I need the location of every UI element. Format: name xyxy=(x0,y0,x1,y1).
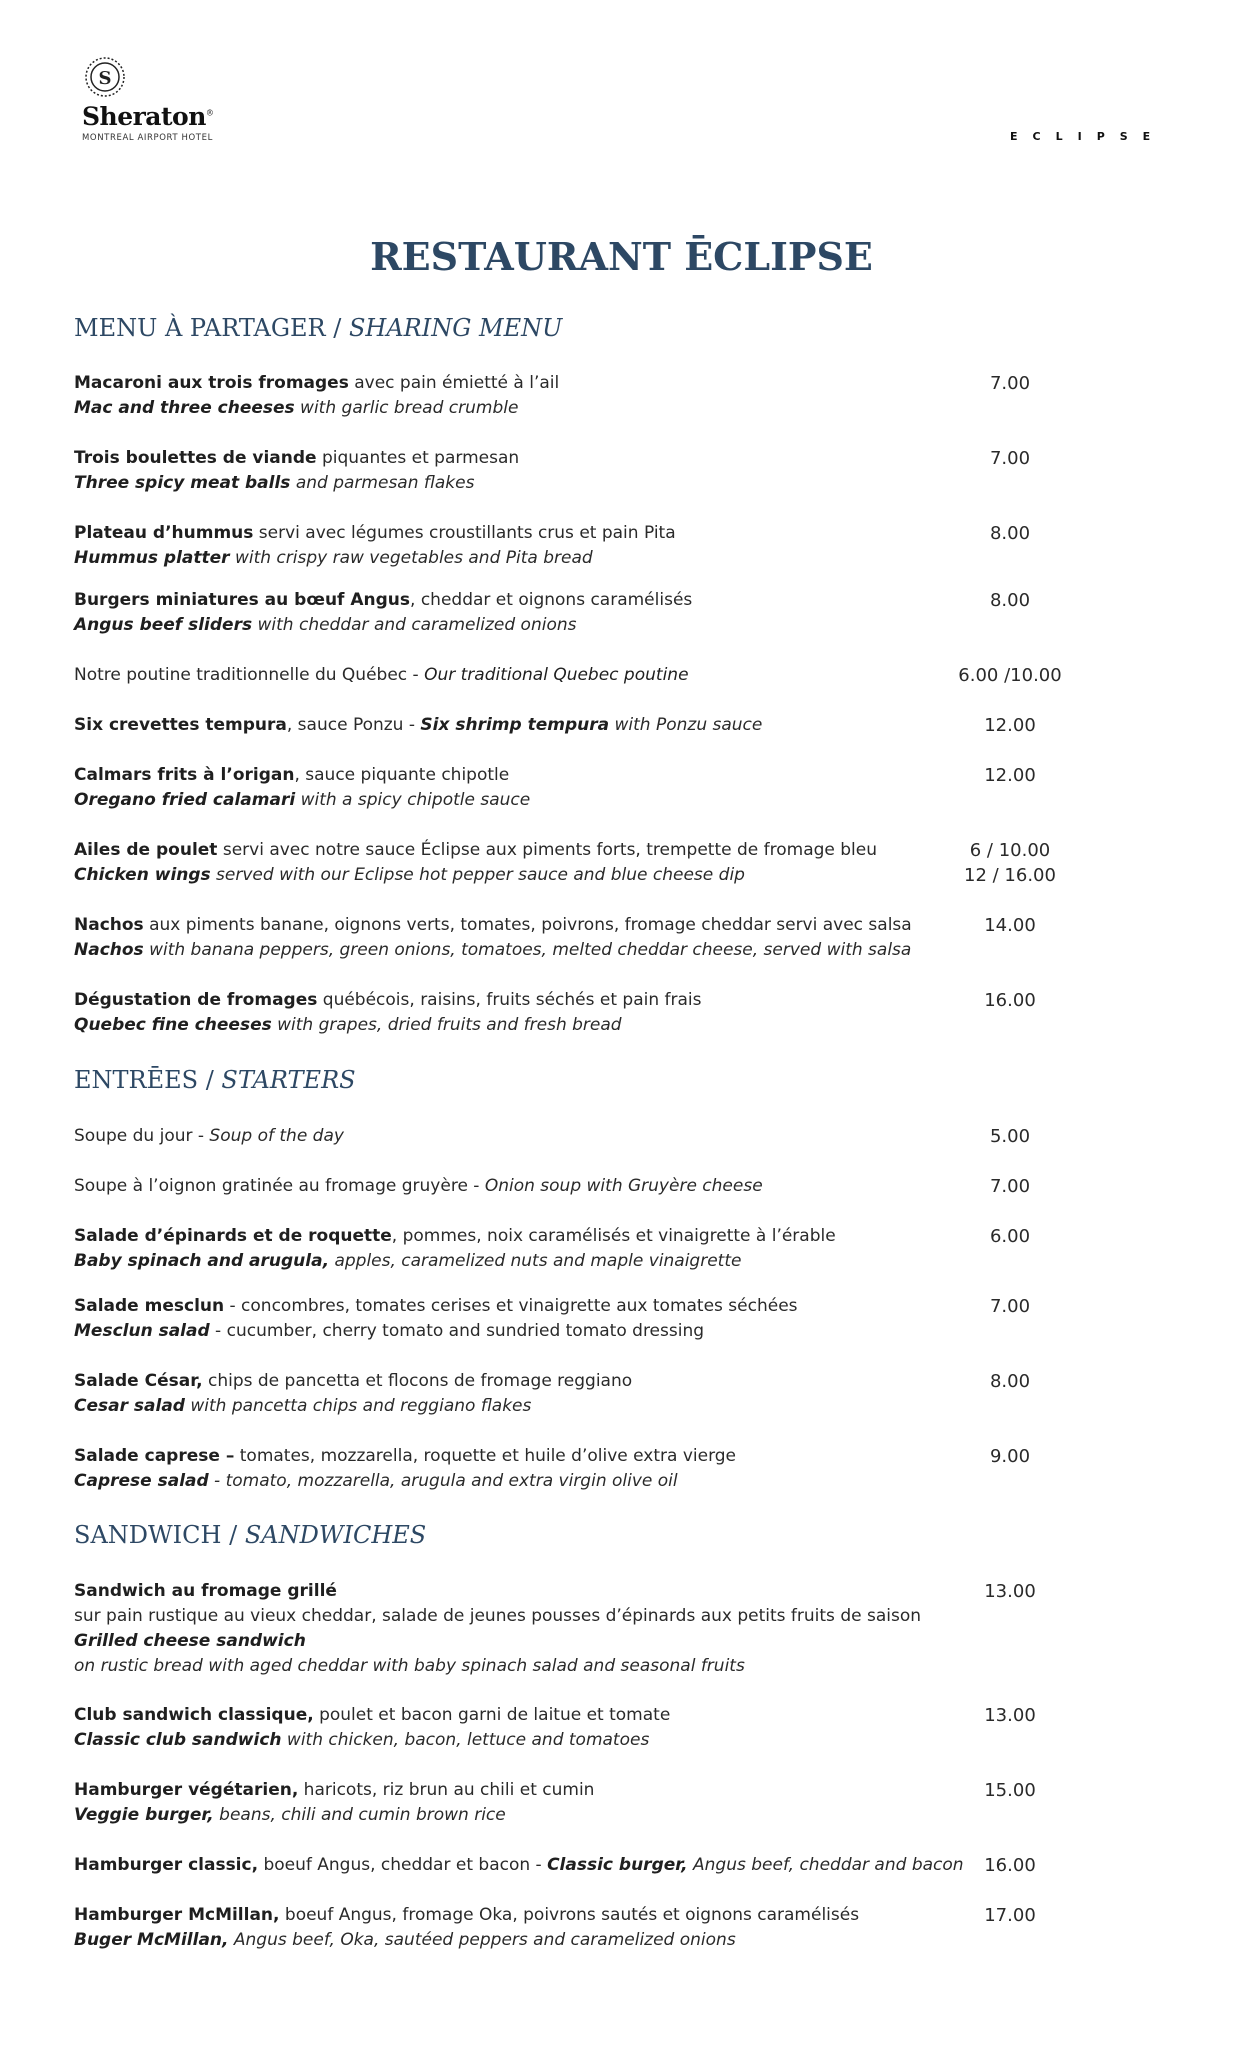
item-price: 13.00 xyxy=(984,1581,1036,1602)
menu-item: Hamburger classic, boeuf Angus, cheddar et bacon - Classic burger, Angus beef, cheddar and bacon xyxy=(74,1855,964,1875)
svg-text:S: S xyxy=(98,68,112,89)
menu-item: Nachos aux piments banane, oignons verts, tomates, poivrons, fromage cheddar servi avec salsa Nachos with banana peppers, green onions, tomatoes, melted cheddar cheese, served with salsa xyxy=(74,915,912,960)
section-heading-starters: ENTRĒES / STARTERS xyxy=(74,1066,356,1094)
item-price: 8.00 xyxy=(989,1371,1031,1392)
item-price: 7.00 xyxy=(989,1176,1031,1197)
item-price: 9.00 xyxy=(989,1446,1031,1467)
menu-item: Club sandwich classique, poulet et bacon garni de laitue et tomate Classic club sandwich with chicken, bacon, lettuce and tomatoes xyxy=(74,1705,671,1750)
item-price: 15.00 xyxy=(984,1780,1036,1801)
item-price: 13.00 xyxy=(984,1705,1036,1726)
item-price xyxy=(905,838,1115,888)
menu-item: Salade caprese – tomates, mozzarella, roquette et huile d’olive extra vierge Caprese salad - tomato, mozzarella, arugula and extra virgin olive oil xyxy=(74,1446,737,1491)
menu-item: Ailes de poulet servi avec notre sauce Éclipse aux piments forts, trempette de fromage bleu Chicken wings served with our Eclipse hot pepper sauce and blue cheese dip xyxy=(74,840,878,885)
section-heading-sharing: MENU À PARTAGER / SHARING MENU xyxy=(74,314,563,342)
item-price: 12.00 xyxy=(984,715,1036,736)
menu-item: Hamburger végétarien, haricots, riz brun au chili et cumin Veggie burger, beans, chili and cumin brown rice xyxy=(74,1780,595,1825)
section-heading-sandwiches: SANDWICH / SANDWICHES xyxy=(74,1521,427,1549)
item-price: 7.00 xyxy=(989,448,1031,469)
menu-item: Salade César, chips de pancetta et flocons de fromage reggiano Cesar salad with pancetta chips and reggiano flakes xyxy=(74,1371,633,1416)
item-price: 7.00 xyxy=(989,373,1031,394)
item-price-small: 6 / 10.00 xyxy=(969,840,1051,861)
menu-item: Notre poutine traditionnelle du Québec - Our traditional Quebec poutine xyxy=(74,665,689,685)
item-price: 8.00 xyxy=(989,590,1031,611)
menu-item: Soupe du jour - Soup of the day xyxy=(74,1126,344,1146)
menu-item: Dégustation de fromages québécois, raisins, fruits séchés et pain frais Quebec fine cheeses with grapes, dried fruits and fresh bread xyxy=(74,990,702,1035)
menu-item: Plateau d’hummus servi avec légumes croustillants crus et pain Pita Hummus platter with crispy raw vegetables and Pita bread xyxy=(74,523,676,568)
menu-item: Salade d’épinards et de roquette, pommes, noix caramélisés et vinaigrette à l’érable Baby spinach and arugula, apples, caramelized nuts and maple vinaigrette xyxy=(74,1226,836,1271)
eclipse-logo xyxy=(1010,80,1185,150)
item-price: 7.00 xyxy=(989,1296,1031,1317)
menu-item: Macaroni aux trois fromages avec pain émietté à l’ail Mac and three cheeses with garlic bread crumble xyxy=(74,373,560,418)
menu-item: Burgers miniatures au bœuf Angus, cheddar et oignons caramélisés Angus beef sliders with cheddar and caramelized onions xyxy=(74,590,693,635)
page-title: RESTAURANT ĒCLIPSE xyxy=(370,234,873,279)
sheraton-logo xyxy=(82,56,232,143)
menu-item: Sandwich au fromage grillé sur pain rustique au vieux cheddar, salade de jeunes pousses d’épinards aux petits fruits de saison Grilled cheese sandwich on rustic bread with aged cheddar with baby spinach salad and seasonal fruits xyxy=(74,1581,922,1676)
item-price: 14.00 xyxy=(984,915,1036,936)
menu-item: Six crevettes tempura, sauce Ponzu - Six shrimp tempura with Ponzu sauce xyxy=(74,715,763,735)
item-price: 6.00 /10.00 xyxy=(958,665,1062,686)
item-price: 6.00 xyxy=(989,1226,1031,1247)
eclipse-crescent-icon xyxy=(1070,80,1118,128)
brand-subtitle: MONTREAL AIRPORT HOTEL xyxy=(82,133,213,143)
item-price: 17.00 xyxy=(984,1905,1036,1926)
item-price: 12.00 xyxy=(984,765,1036,786)
brand-name: Sheraton® xyxy=(82,102,214,131)
menu-item: Calmars frits à l’origan, sauce piquante chipotle Oregano fried calamari with a spicy chipotle sauce xyxy=(74,765,531,810)
menu-item: Hamburger McMillan, boeuf Angus, fromage Oka, poivrons sautés et oignons caramélisés Buger McMillan, Angus beef, Oka, sautéed peppers and caramelized onions xyxy=(74,1905,860,1950)
menu-item: Soupe à l’oignon gratinée au fromage gruyère - Onion soup with Gruyère cheese xyxy=(74,1176,763,1196)
menu-item: Trois boulettes de viande piquantes et parmesan Three spicy meat balls and parmesan flakes xyxy=(74,448,520,493)
item-price: 8.00 xyxy=(989,523,1031,544)
sheraton-crest-icon xyxy=(84,56,126,98)
item-price: 5.00 xyxy=(989,1126,1031,1147)
item-price: 16.00 xyxy=(984,990,1036,1011)
menu-item: Salade mesclun - concombres, tomates cerises et vinaigrette aux tomates séchées Mesclun salad - cucumber, cherry tomato and sundried tomato dressing xyxy=(74,1296,798,1341)
eclipse-wordmark: ECLIPSE xyxy=(1010,130,1166,143)
item-price: 16.00 xyxy=(984,1855,1036,1876)
item-price-large: 12 / 16.00 xyxy=(964,865,1056,886)
